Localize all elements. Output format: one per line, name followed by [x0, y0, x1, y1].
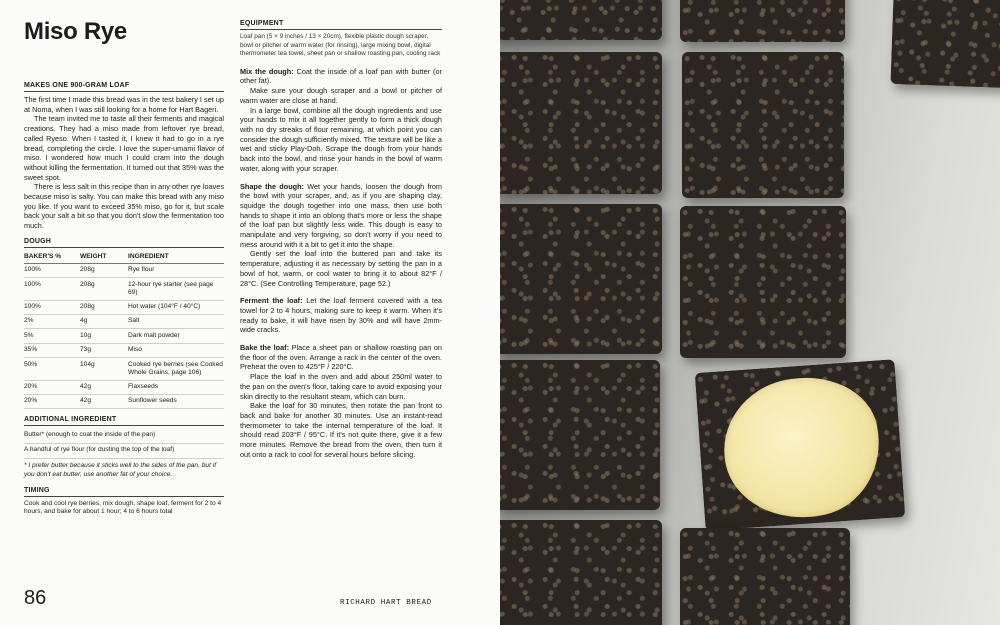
dough-table	[24, 251, 224, 410]
equipment-text: Loaf pan (5 × 9 inches / 13 × 20cm), flexible plastic dough scraper, bowl or pitcher of warm water (for rinsing), large mixing bowl, digital thermometer tea towel, sheet pan or shallow roasting pan, cooling rack	[240, 33, 441, 58]
step-shape-label: Shape the dough:	[240, 181, 304, 191]
step-bake-text: Place a sheet pan or shallow roasting pan on the floor of the oven. Arrange a rack in the center of the oven. Preheat the oven to 425°F / 220°C.	[240, 343, 442, 372]
step-bake-label: Bake the loaf:	[240, 343, 290, 353]
timing-text: Cook and cool rye berries, mix dough, shape loaf, ferment for 2 to 4 hours, and bake for about 1 hour; 4 to 6 hours total	[24, 499, 222, 516]
step-ferment-label: Ferment the loaf:	[240, 296, 303, 306]
bread-slice	[500, 360, 660, 510]
step-shape-para-1: Gently set the loaf into the buttered pan and take its temperature, adjusting it as necessary by setting the pan in a bowl of hot, warm, or cool water to bring it to about 82°F / 28°C. (See Controlling Temperature, page 52.)	[240, 249, 442, 288]
additional-heading: ADDITIONAL INGREDIENT	[24, 416, 224, 426]
table-row	[24, 358, 224, 380]
col-bakers-percent: BAKER'S %	[24, 251, 80, 264]
right-column	[240, 20, 442, 460]
cell-weight: 73g	[80, 343, 128, 357]
additional-item-flour: A handful of rye flour (for dusting the top of the loaf)	[24, 444, 224, 459]
cell-weight: 4g	[80, 315, 128, 329]
dough-table-header	[24, 251, 224, 264]
cell-percent: 100%	[24, 278, 80, 300]
cell-ingredient: Rye flour	[128, 263, 224, 277]
recipe-title: Miso Rye	[24, 18, 127, 45]
dough-heading: DOUGH	[24, 238, 224, 248]
timing-heading: TIMING	[24, 487, 224, 497]
cell-ingredient: Dark malt powder	[128, 329, 224, 343]
step-mix-para-2: In a large bowl, combine all the dough ingredients and use your hands to mix it all together gently to form a thick dough with no dry streaks of flour remaining, at which point you can consider the dough sufficiently mixed. The texture will be like a wet and sticky Play-Doh. Scrape the dough from your hands back into the bowl, and rinse your hands in the bowl of warm water, along with your scraper.	[240, 105, 442, 173]
cell-weight: 42g	[80, 394, 128, 408]
cell-percent: 5%	[24, 329, 80, 343]
cell-weight: 104g	[80, 358, 128, 380]
bread-slice	[890, 0, 1000, 88]
table-row	[24, 329, 224, 343]
intro-paragraph-3: There is less salt in this recipe than in any other rye loaves because miso is salty. You can make this bread with any miso you like. If you want to exceed 35% miso, go for it, but scale back your salt a bit so that you don't slow the fermentation too much.	[24, 182, 224, 231]
cell-weight: 208g	[80, 300, 128, 314]
bread-slice	[500, 52, 662, 194]
step-bake-para-1: Place the loaf in the oven and add about 250ml water to the pan on the oven's floor, taking care to avoid exposing your skin directly to the resultant steam, which can burn.	[240, 372, 442, 401]
intro-paragraph-1: The first time I made this bread was in the test bakery I set up at Noma, when I was still looking for a home for Hart Bageri.	[24, 95, 224, 114]
bread-slice	[680, 528, 850, 625]
makes-yield: MAKES ONE 900-GRAM LOAF	[24, 82, 224, 92]
cell-percent: 35%	[24, 343, 80, 357]
table-row	[24, 380, 224, 394]
cell-ingredient: Salt	[128, 315, 224, 329]
table-row	[24, 394, 224, 408]
cell-weight: 208g	[80, 278, 128, 300]
table-row	[24, 300, 224, 314]
cell-percent: 20%	[24, 380, 80, 394]
step-bake	[240, 343, 442, 459]
step-mix-text: Coat the inside of a loaf pan with butter (or other fat).	[240, 66, 442, 86]
step-ferment-text: Let the loaf ferment covered with a tea towel for 2 to 4 hours, making sure to keep it warm. When it's ready to bake, it will have risen by 30% and will have 2mm-wide cracks.	[240, 296, 442, 335]
additional-footnote: * I prefer butter because it sticks well to the sides of the pan, but if you don't eat butter, use another fat of your choice.	[24, 461, 217, 478]
col-weight: WEIGHT	[80, 251, 128, 264]
equipment-heading: EQUIPMENT	[240, 20, 442, 30]
table-row	[24, 315, 224, 329]
cell-ingredient: 12-hour rye starter (see page 69)	[128, 278, 224, 300]
cell-ingredient: Flaxseeds	[128, 380, 224, 394]
table-row	[24, 343, 224, 357]
cell-percent: 100%	[24, 300, 80, 314]
additional-item-butter: Butter* (enough to coat the inside of the pan)	[24, 429, 224, 444]
cell-percent: 50%	[24, 358, 80, 380]
bread-slice	[680, 0, 845, 42]
bread-slice	[500, 520, 662, 625]
cell-ingredient: Cooked rye berries (see Cooked Whole Grains, page 106)	[128, 358, 224, 380]
cell-weight: 10g	[80, 329, 128, 343]
col-ingredient: INGREDIENT	[128, 251, 224, 264]
cell-ingredient: Miso	[128, 343, 224, 357]
bread-slice	[682, 52, 844, 198]
left-column	[24, 18, 224, 517]
step-ferment	[240, 296, 442, 335]
cell-weight: 208g	[80, 263, 128, 277]
step-mix-para-1: Make sure your dough scraper and a bowl or pitcher of warm water are close at hand.	[240, 86, 442, 105]
cell-percent: 2%	[24, 315, 80, 329]
table-row	[24, 278, 224, 300]
table-row	[24, 263, 224, 277]
step-shape	[240, 182, 442, 289]
cell-ingredient: Sunflower seeds	[128, 394, 224, 408]
bread-photo	[500, 0, 1000, 625]
step-mix	[240, 67, 442, 174]
cell-weight: 42g	[80, 380, 128, 394]
page-number: 86	[24, 587, 47, 609]
cell-ingredient: Hot water (104°F / 40°C)	[128, 300, 224, 314]
bread-slice	[500, 0, 662, 40]
step-mix-label: Mix the dough:	[240, 66, 294, 76]
step-bake-para-2: Bake the loaf for 30 minutes, then rotate the pan front to back and bake for another 30 minutes. Use an instant-read thermometer to take the internal temperature of the loaf. It should read 203°F / 95°C. If it's not quite there, give it a few more minutes. Remove the bread from the oven, then turn it out onto a rack to cool for several hours before slicing.	[240, 401, 442, 459]
step-shape-text: Wet your hands, loosen the dough from the bowl with your scraper, and, as if you are shaping clay, squidge the dough together into one mass, then use both hands to shape it into an oblong that's more or less the shape of the loaf pan but slightly less wide. This dough is easy to manipulate and very forgiving, so don't worry if you need to mess around with it a bit to get it into the shape.	[240, 181, 442, 249]
bread-slice	[680, 206, 846, 358]
cell-percent: 100%	[24, 263, 80, 277]
bread-slice	[500, 204, 662, 354]
cell-percent: 20%	[24, 394, 80, 408]
book-title-footer: RICHARD HART BREAD	[340, 599, 432, 607]
intro-paragraph-2: The team invited me to taste all their ferments and magical creations. They had a miso made from leftover rye bread, called Ryeso. When I tasted it, I knew it had to go in a rye bread, completing the circle. I love the super-umami flavor of miso. I wondered how much I could cram into the dough without killing the fermentation. It turned out that 35% was the sweet spot.	[24, 114, 224, 182]
